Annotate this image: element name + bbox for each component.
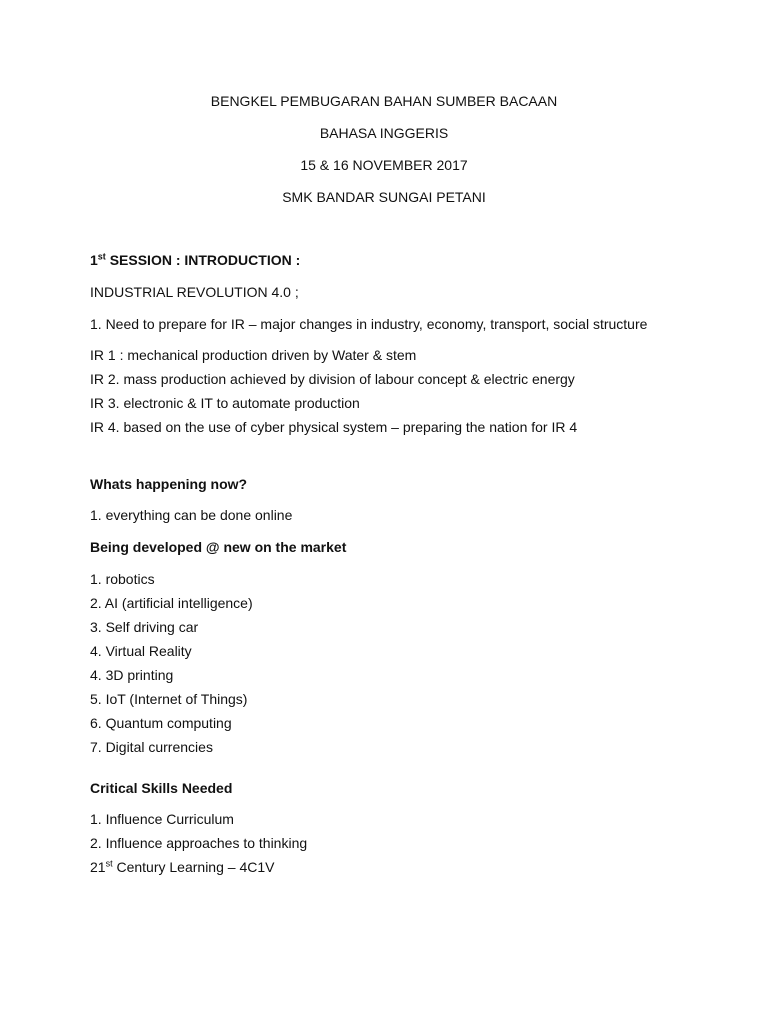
session-heading: [90, 251, 300, 269]
ir-list-item: IR 2. mass production achieved by division of labour concept & electric energy: [90, 371, 575, 387]
ir-list-item: IR 4. based on the use of cyber physical system – preparing the nation for IR 4: [90, 419, 578, 435]
developed-item: 4. 3D printing: [90, 667, 174, 683]
header-school: SMK BANDAR SUNGAI PETANI: [282, 189, 486, 205]
intro-point: 1. Need to prepare for IR – major changes in industry, economy, transport, social structure: [90, 316, 648, 332]
ir-list-item: IR 1 : mechanical production driven by Water & stem: [90, 347, 417, 363]
session-number: 1: [90, 252, 98, 268]
header-workshop-title: BENGKEL PEMBUGARAN BAHAN SUMBER BACAAN: [210, 93, 558, 109]
developed-item: 4. Virtual Reality: [90, 643, 192, 659]
century-ordinal: st: [105, 858, 113, 869]
session-title: SESSION : INTRODUCTION :: [105, 252, 301, 268]
developed-heading: Being developed @ new on the market: [90, 539, 347, 555]
developed-item: 5. IoT (Internet of Things): [90, 691, 248, 707]
century-learning-line: [90, 858, 274, 876]
developed-item: 7. Digital currencies: [90, 739, 213, 755]
header-date: 15 & 16 NOVEMBER 2017: [300, 157, 468, 173]
developed-item: 2. AI (artificial intelligence): [90, 595, 253, 611]
skills-item: 1. Influence Curriculum: [90, 811, 234, 827]
century-text: Century Learning – 4C1V: [112, 859, 275, 875]
century-number: 21: [90, 859, 106, 875]
developed-item: 6. Quantum computing: [90, 715, 232, 731]
session-ordinal: st: [97, 251, 106, 262]
skills-item: 2. Influence approaches to thinking: [90, 835, 308, 851]
happening-heading: Whats happening now?: [90, 476, 248, 492]
developed-item: 3. Self driving car: [90, 619, 199, 635]
ir-list-item: IR 3. electronic & IT to automate production: [90, 395, 360, 411]
intro-heading: INDUSTRIAL REVOLUTION 4.0 ;: [90, 284, 299, 300]
header-subject: BAHASA INGGERIS: [319, 125, 449, 141]
developed-item: 1. robotics: [90, 571, 155, 587]
happening-item: 1. everything can be done online: [90, 507, 293, 523]
skills-heading: Critical Skills Needed: [90, 780, 233, 796]
